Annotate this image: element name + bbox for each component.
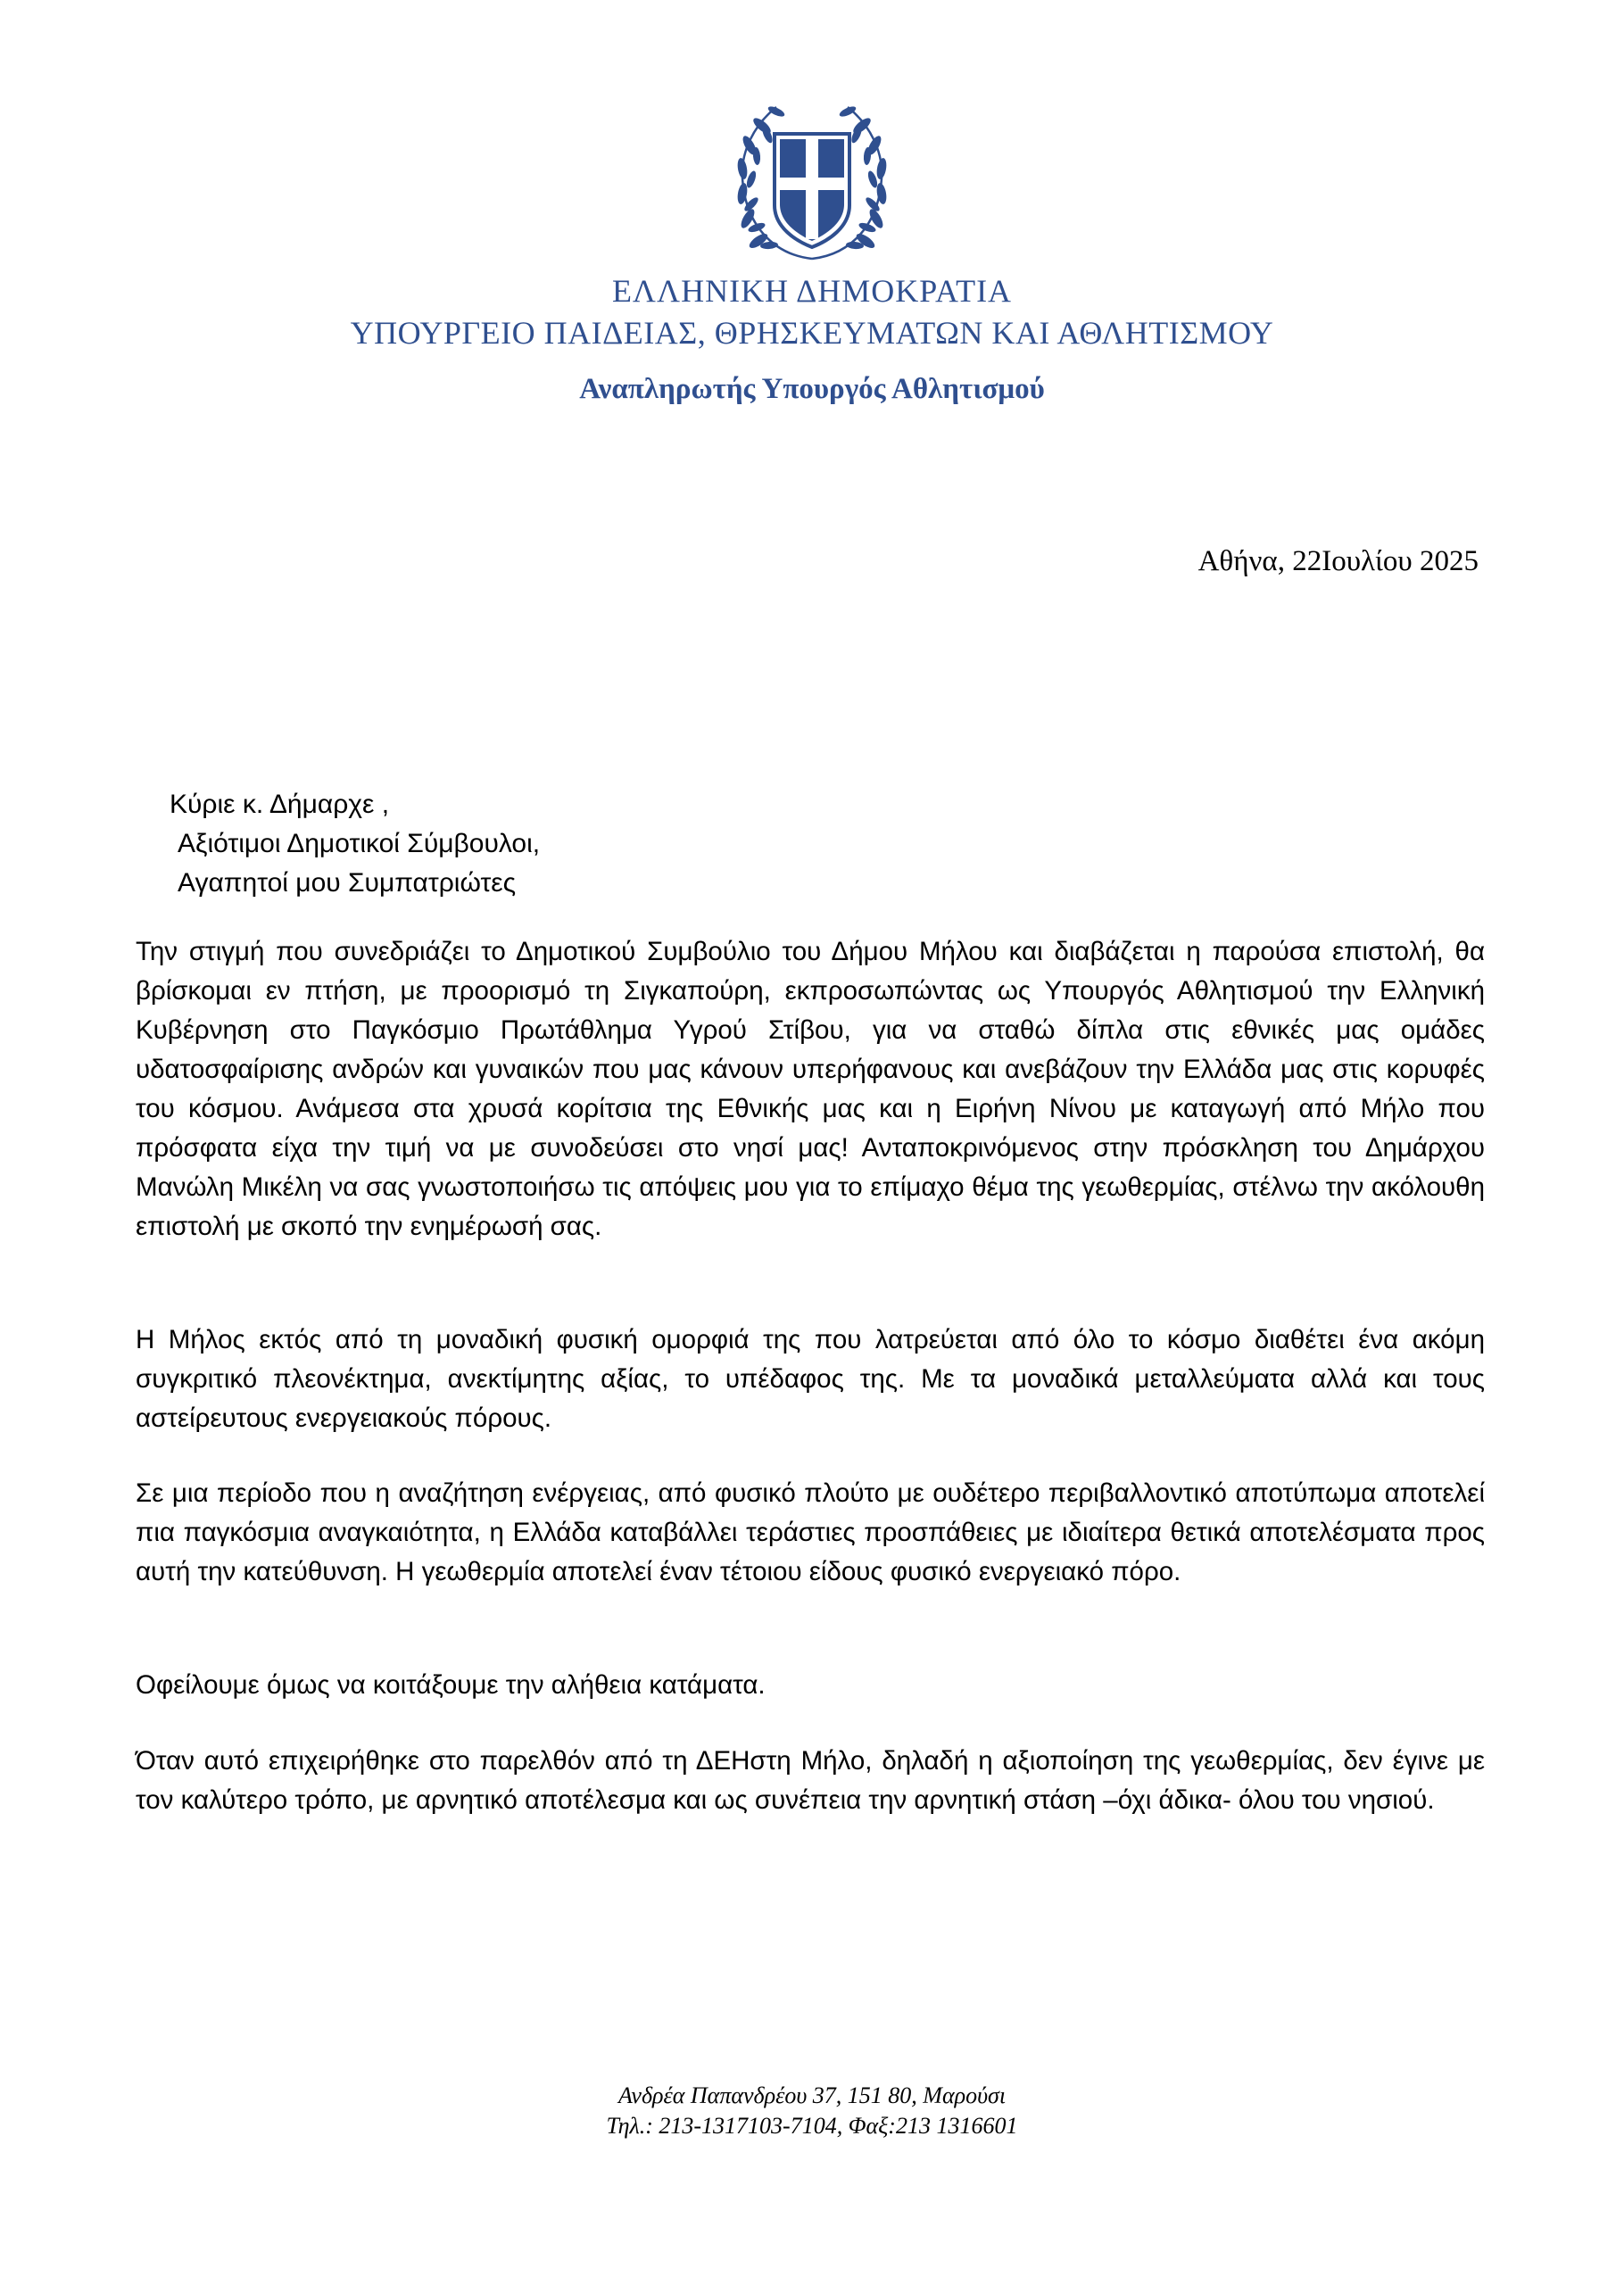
header-office: Αναπληρωτής Υπουργός Αθλητισμού <box>579 373 1045 405</box>
header-country: ΕΛΛΗΝΙΚΗ ΔΗΜΟΚΡΑΤΙΑ <box>611 273 1013 309</box>
letter-date: Αθήνα, 22Ιουλίου 2025 <box>1197 545 1479 577</box>
body-paragraph: Όταν αυτό επιχειρήθηκε στο παρελθόν από τη ΔΕΗστη Μήλο, δηλαδή η αξιοποίηση της γεωθερμίας, δεν έγινε με τον καλύτερο τρόπο, με αρνητικό αποτέλεσμα και ως συνέπεια την αρνητική στάση –όχι άδικα- όλου του νησιού. <box>136 1746 1485 1815</box>
greek-coat-of-arms-icon <box>723 94 901 272</box>
body-paragraph: Σε μια περίοδο που η αναζήτηση ενέργειας, από φυσικό πλούτο με ουδέτερο περιβαλλοντικό αποτύπωμα αποτελεί πια παγκόσμια αναγκαιότητα, η Ελλάδα καταβάλλει τεράστιες προσπάθειες με ιδιαίτερα θετικά αποτελέσματα προς αυτή την κατεύθυνση. Η γεωθερμία αποτελεί έναν τέτοιου είδους φυσικό ενεργειακό πόρο. <box>136 1478 1485 1586</box>
footer-address: Ανδρέα Παπανδρέου 37, 151 80, Μαρούσι <box>617 2082 1007 2108</box>
header-ministry: ΥΠΟΥΡΓΕΙΟ ΠΑΙΔΕΙΑΣ, ΘΡΗΣΚΕΥΜΑΤΩΝ ΚΑΙ ΑΘΛΗΤΙΣΜΟΥ <box>350 315 1274 351</box>
footer-phone: Τηλ.: 213-1317103-7104, Φαξ:213 1316601 <box>606 2113 1018 2139</box>
body-paragraph: Οφείλουμε όμως να κοιτάξουμε την αλήθεια κατάματα. <box>136 1670 766 1700</box>
salutation-line: Αξιότιμοι Δημοτικοί Σύμβουλοι, <box>178 829 541 858</box>
salutation-line: Κύριε κ. Δήμαρχε , <box>170 790 390 819</box>
body-paragraph: Η Μήλος εκτός από τη μοναδική φυσική ομορφιά της που λατρεύεται από όλο το κόσμο διαθέτει ένα ακόμη συγκριτικό πλεονέκτημα, ανεκτίμητης αξίας, το υπέδαφος της. Με τα μοναδικά μεταλλεύματα αλλά και τους αστείρευτους ενεργειακούς πόρους. <box>136 1325 1485 1433</box>
salutation <box>170 785 540 903</box>
body-paragraph: Την στιγμή που συνεδριάζει το Δημοτικού Συμβούλιο του Δήμου Μήλου και διαβάζεται η παρούσα επιστολή, θα βρίσκομαι εν πτήση, με προορισμό τη Σιγκαπούρη, εκπροσωπώντας ως Υπουργός Αθλητισμού την Ελληνική Κυβέρνηση στο Παγκόσμιο Πρωτάθλημα Υγρού Στίβου, για να σταθώ δίπλα στις εθνικές μας ομάδες υδατοσφαίρισης ανδρών και γυναικών που μας κάνουν υπερήφανους και ανεβάζουν την Ελλάδα μας στις κορυφές του κόσμου. Ανάμεσα στα χρυσά κορίτσια της Εθνικής μας και η Ειρήνη Νίνου με καταγωγή από Μήλο που πρόσφατα είχα την τιμή να με συνοδεύσει στο νησί μας! Ανταποκρινόμενος στην πρόσκληση του Δημάρχου Μανώλη Μικέλη να σας γνωστοποιήσω τις απόψεις μου για το επίμαχο θέμα της γεωθερμίας, στέλνω την ακόλουθη επιστολή με σκοπό την ενημέρωσή σας. <box>136 937 1485 1241</box>
salutation-line: Αγαπητοί μου Συμπατριώτες <box>178 868 517 898</box>
